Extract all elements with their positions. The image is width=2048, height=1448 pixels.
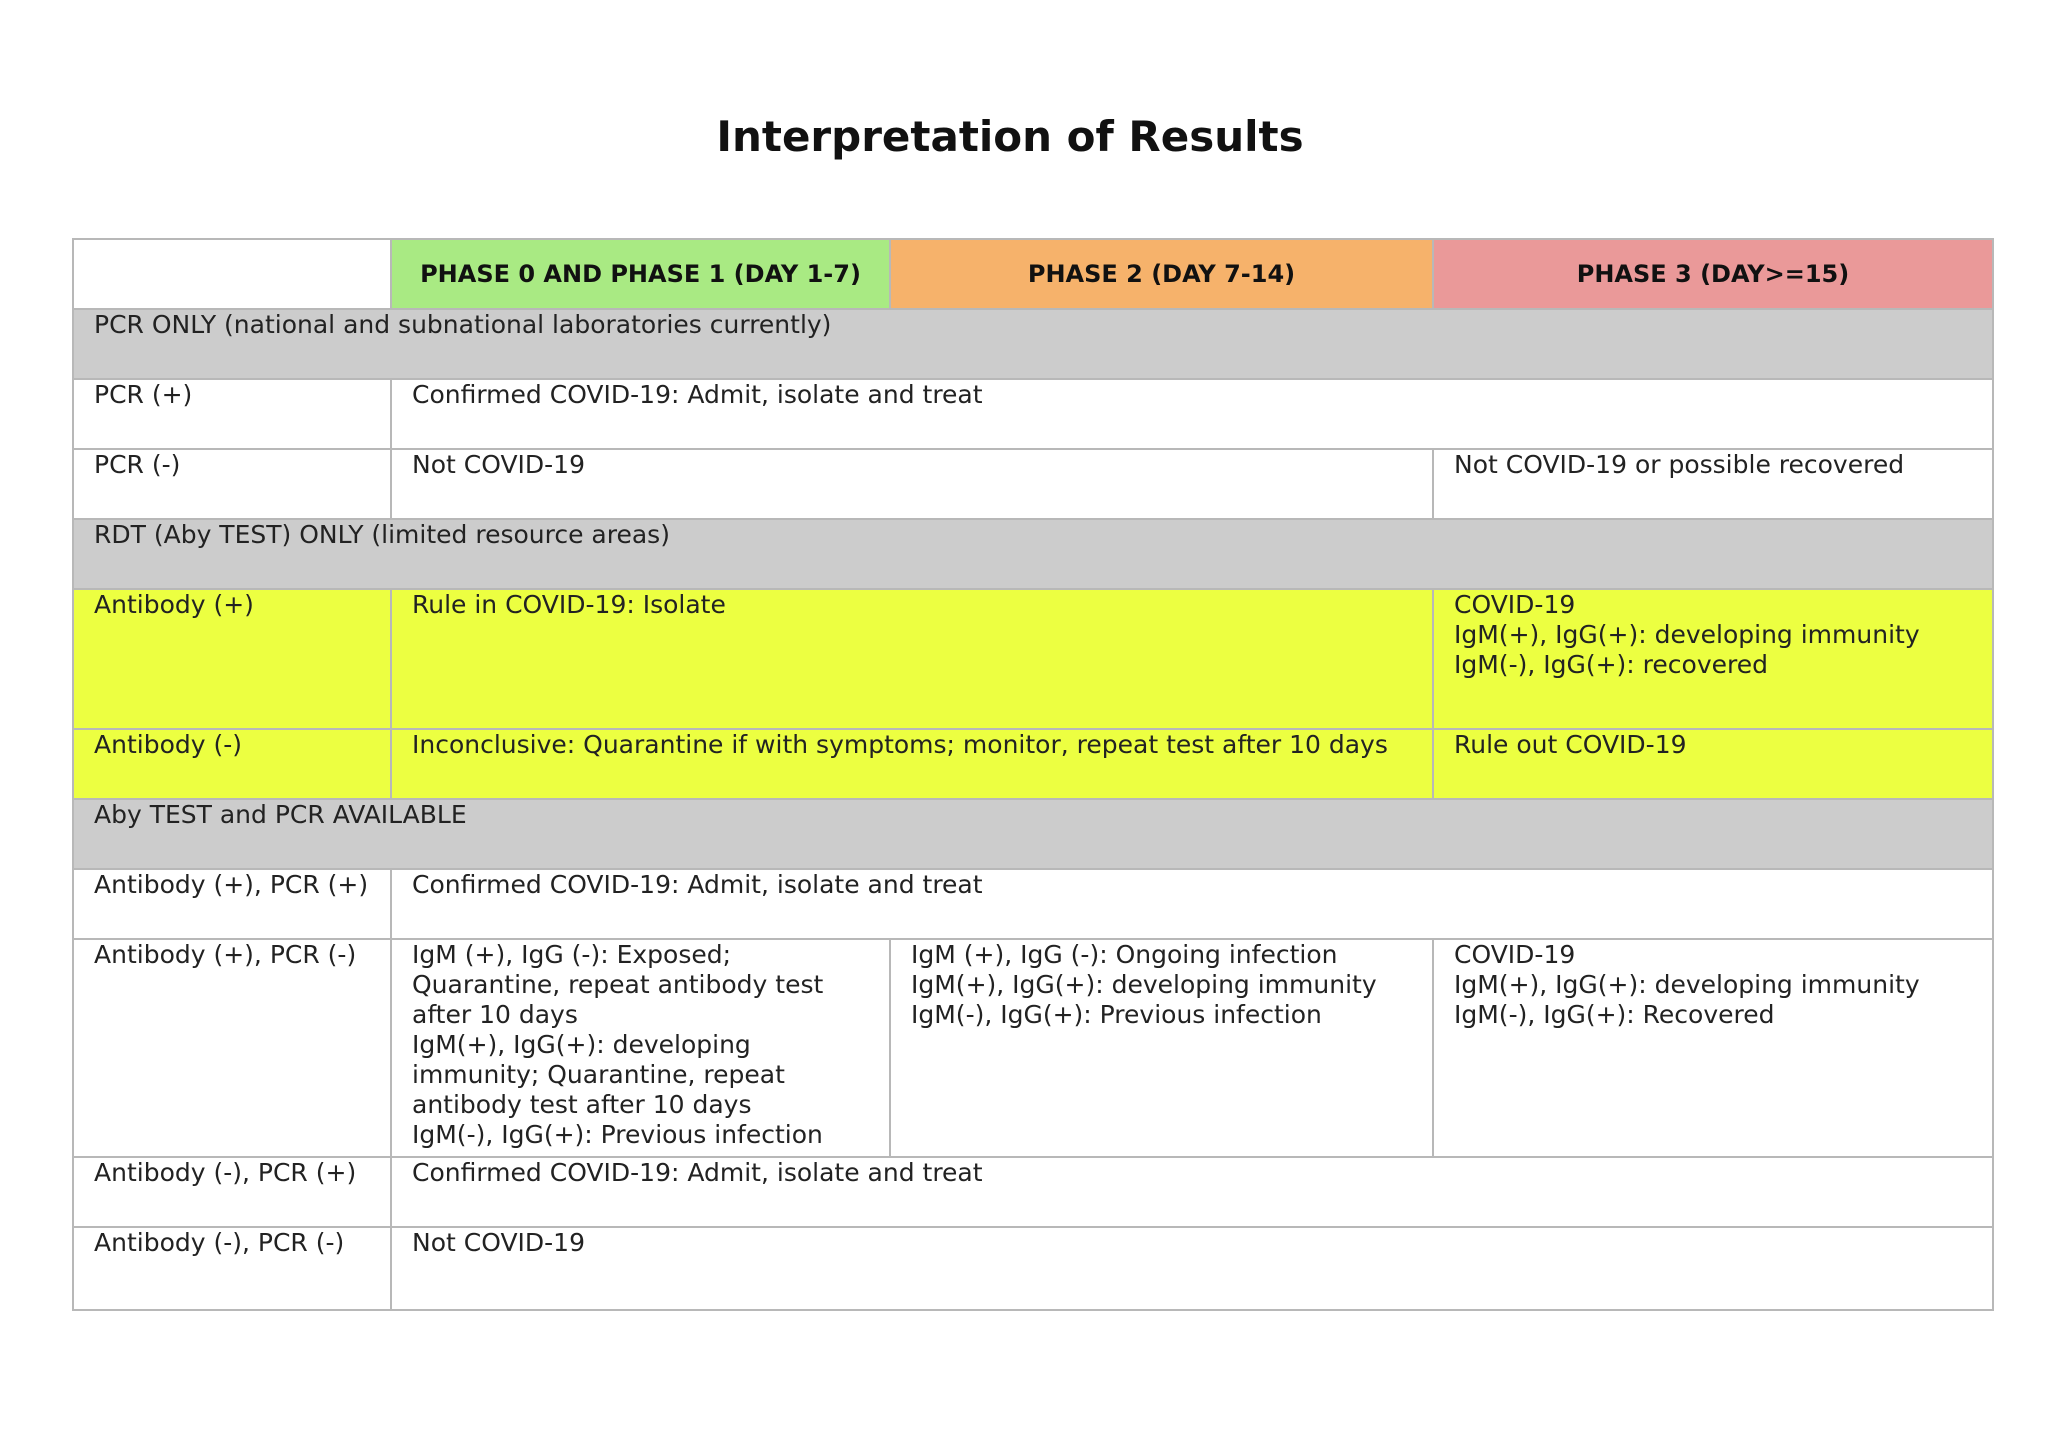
table-row-ab-pos-pcr-neg: [73, 939, 1993, 1157]
row-label: Antibody (-), PCR (+): [73, 1157, 391, 1227]
cell-line: IgM(+), IgG(+): developing immunity: [1454, 620, 1920, 649]
section-label: PCR ONLY (national and subnational laboratories currently): [73, 309, 1993, 379]
cell-phase-2: [890, 939, 1433, 1157]
row-label: PCR (+): [73, 379, 391, 449]
row-label: Antibody (-): [73, 729, 391, 799]
cell-phase-0-2: Rule in COVID-19: Isolate: [391, 589, 1433, 729]
table-row-pcr-neg: [73, 449, 1993, 519]
cell-phase-3: [1433, 589, 1993, 729]
interpretation-table: [72, 238, 1994, 1311]
cell-all-phases: Not COVID-19: [391, 1227, 1993, 1310]
header-phase-0-1: PHASE 0 AND PHASE 1 (DAY 1-7): [391, 239, 890, 309]
cell-line: IgM (+), IgG (-): Exposed; Quarantine, repeat antibody test after 10 days: [412, 940, 824, 1029]
section-row-rdt-only: [73, 519, 1993, 589]
cell-phase-3: Rule out COVID-19: [1433, 729, 1993, 799]
cell-all-phases: Confirmed COVID-19: Admit, isolate and treat: [391, 379, 1993, 449]
row-label: Antibody (+), PCR (-): [73, 939, 391, 1157]
table-row-ab-neg-pcr-neg: [73, 1227, 1993, 1310]
cell-all-phases: Confirmed COVID-19: Admit, isolate and treat: [391, 869, 1993, 939]
cell-line: IgM(-), IgG(+): Previous infection: [911, 1000, 1322, 1029]
header-row: [73, 239, 1993, 309]
cell-phase-0-2: Inconclusive: Quarantine if with symptoms; monitor, repeat test after 10 days: [391, 729, 1433, 799]
cell-phase-3: Not COVID-19 or possible recovered: [1433, 449, 1993, 519]
header-blank-cell: [73, 239, 391, 309]
cell-line: COVID-19: [1454, 590, 1576, 619]
cell-line: IgM(+), IgG(+): developing immunity: [1454, 970, 1920, 999]
section-row-pcr-only: [73, 309, 1993, 379]
cell-phase-0-2: Not COVID-19: [391, 449, 1433, 519]
cell-line: IgM (+), IgG (-): Ongoing infection: [911, 940, 1338, 969]
table-row-ab-neg-pcr-pos: [73, 1157, 1993, 1227]
table-row-pcr-pos: [73, 379, 1993, 449]
row-label: Antibody (+), PCR (+): [73, 869, 391, 939]
cell-line: COVID-19: [1454, 940, 1576, 969]
cell-line: IgM(-), IgG(+): Previous infection: [412, 1120, 823, 1149]
page-title: Interpretation of Results: [716, 112, 1304, 161]
table-row-ab-pos-pcr-pos: [73, 869, 1993, 939]
cell-phase-3: [1433, 939, 1993, 1157]
table-row-antibody-neg: [73, 729, 1993, 799]
cell-line: IgM(-), IgG(+): recovered: [1454, 650, 1768, 679]
row-label: Antibody (+): [73, 589, 391, 729]
row-label: PCR (-): [73, 449, 391, 519]
table-row-antibody-pos: [73, 589, 1993, 729]
cell-line: IgM(+), IgG(+): developing immunity: [911, 970, 1377, 999]
row-label: Antibody (-), PCR (-): [73, 1227, 391, 1310]
cell-line: IgM(-), IgG(+): Recovered: [1454, 1000, 1775, 1029]
section-label: RDT (Aby TEST) ONLY (limited resource areas): [73, 519, 1993, 589]
header-phase-3: PHASE 3 (DAY>=15): [1433, 239, 1993, 309]
cell-phase-0-1: [391, 939, 890, 1157]
section-row-both-available: [73, 799, 1993, 869]
section-label: Aby TEST and PCR AVAILABLE: [73, 799, 1993, 869]
header-phase-2: PHASE 2 (DAY 7-14): [890, 239, 1433, 309]
cell-line: IgM(+), IgG(+): developing immunity; Quarantine, repeat antibody test after 10 days: [412, 1030, 785, 1119]
cell-all-phases: Confirmed COVID-19: Admit, isolate and treat: [391, 1157, 1993, 1227]
